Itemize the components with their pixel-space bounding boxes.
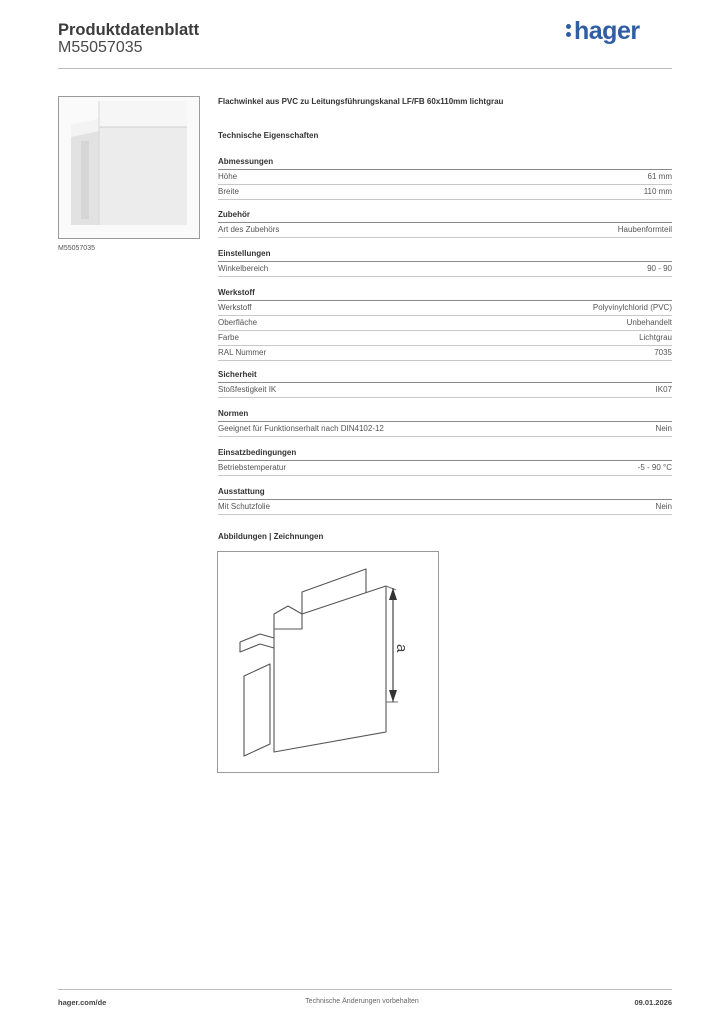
product-photo <box>58 96 200 239</box>
section-title: Abmessungen <box>218 155 672 170</box>
article-number: M55057035 <box>58 39 143 56</box>
spec-value: Haubenformteil <box>617 225 672 234</box>
spec-row <box>218 301 672 316</box>
spec-label: Mit Schutzfolie <box>218 502 271 511</box>
tech-heading: Technische Eigenschaften <box>218 131 319 140</box>
spec-label: Höhe <box>218 172 238 181</box>
spec-row <box>218 461 672 476</box>
spec-label: RAL Nummer <box>218 348 267 357</box>
spec-row <box>218 185 672 200</box>
section-normen <box>218 407 672 437</box>
spec-value: 61 mm <box>647 172 672 181</box>
footer-date: 09.01.2026 <box>634 998 672 1007</box>
spec-row <box>218 223 672 238</box>
section-title: Einsatzbedingungen <box>218 446 672 461</box>
spec-value: Nein <box>655 424 672 433</box>
section-ausstattung <box>218 485 672 515</box>
spec-row <box>218 170 672 185</box>
spec-label: Betriebstemperatur <box>218 463 287 472</box>
section-abmessungen <box>218 155 672 200</box>
section-title: Sicherheit <box>218 368 672 383</box>
photo-caption: M55057035 <box>58 245 95 252</box>
logo-text: hager <box>574 17 640 45</box>
spec-row <box>218 316 672 331</box>
spec-label: Farbe <box>218 333 239 342</box>
dimension-label: a <box>393 644 410 653</box>
footer-divider <box>58 989 672 990</box>
section-title: Zubehör <box>218 208 672 223</box>
spec-label: Art des Zubehörs <box>218 225 280 234</box>
spec-value: 110 mm <box>643 187 672 196</box>
spec-row <box>218 346 672 361</box>
drawings-heading: Abbildungen | Zeichnungen <box>218 532 324 541</box>
spec-value: -5 - 90 °C <box>637 463 672 472</box>
page-title: Produktdatenblatt <box>58 21 200 39</box>
hager-logo <box>566 17 640 46</box>
spec-value: Nein <box>655 502 672 511</box>
spec-label: Geeignet für Funktionserhalt nach DIN4102-12 <box>218 424 384 433</box>
section-werkstoff <box>218 286 672 361</box>
section-sicherheit <box>218 368 672 398</box>
section-einstellungen <box>218 247 672 277</box>
footer-website[interactable]: hager.com/de <box>58 998 107 1007</box>
section-title: Einstellungen <box>218 247 672 262</box>
spec-row <box>218 422 672 437</box>
product-photo-image <box>59 97 199 238</box>
spec-value: IK07 <box>655 385 672 394</box>
section-title: Werkstoff <box>218 286 672 301</box>
spec-value: Polyvinylchlorid (PVC) <box>592 303 672 312</box>
section-title: Ausstattung <box>218 485 672 500</box>
section-title: Normen <box>218 407 672 422</box>
logo-dots-icon <box>566 21 572 40</box>
spec-row <box>218 331 672 346</box>
product-description: Flachwinkel aus PVC zu Leitungsführungskanal LF/FB 60x110mm lichtgrau <box>218 97 504 106</box>
technical-drawing <box>217 551 439 773</box>
spec-label: Stoßfestigkeit IK <box>218 385 277 394</box>
spec-row <box>218 383 672 398</box>
header-divider <box>58 68 672 69</box>
spec-row <box>218 500 672 515</box>
spec-value: Lichtgrau <box>639 333 672 342</box>
spec-value: Unbehandelt <box>626 318 672 327</box>
section-einsatzbedingungen <box>218 446 672 476</box>
technical-drawing-image <box>218 552 438 772</box>
spec-row <box>218 262 672 277</box>
spec-label: Breite <box>218 187 239 196</box>
spec-value: 90 - 90 <box>647 264 672 273</box>
spec-label: Winkelbereich <box>218 264 269 273</box>
spec-label: Werkstoff <box>218 303 252 312</box>
section-zubehoer <box>218 208 672 238</box>
footer-notice: Technische Änderungen vorbehalten <box>305 998 419 1005</box>
spec-value: 7035 <box>654 348 672 357</box>
spec-label: Oberfläche <box>218 318 258 327</box>
